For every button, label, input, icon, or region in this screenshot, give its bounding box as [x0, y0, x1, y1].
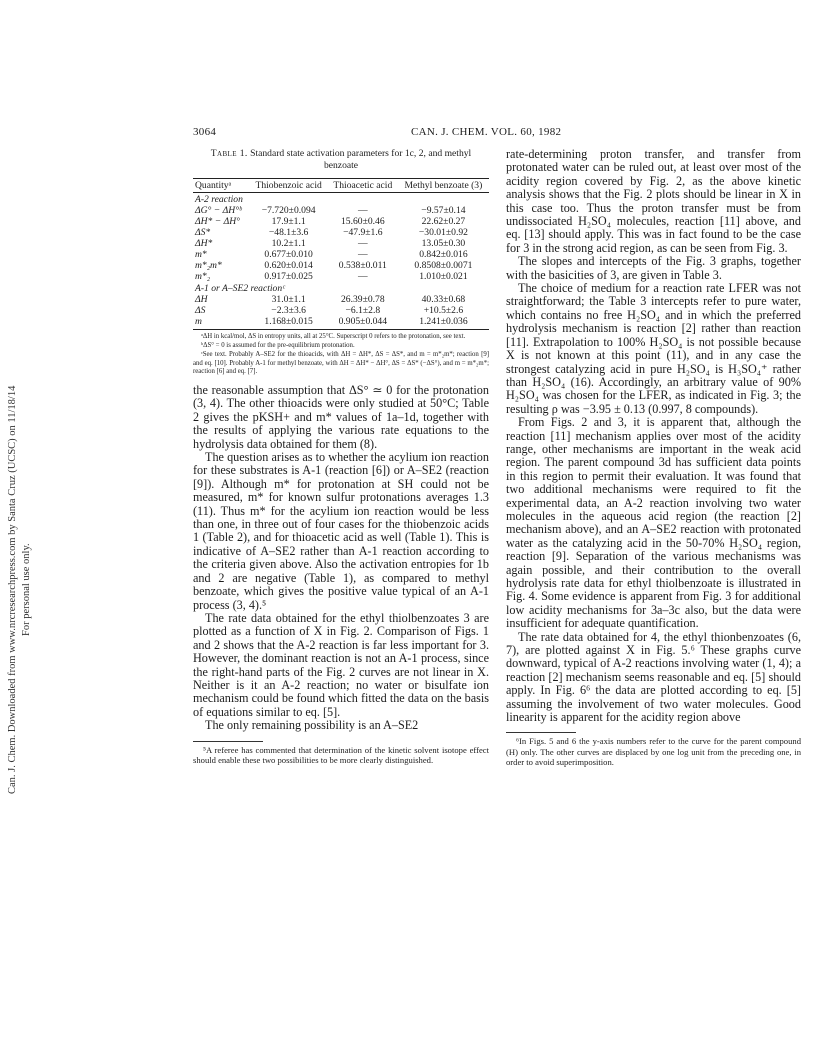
table-cell-quantity: m* [195, 249, 207, 260]
table-cell-value: — [358, 271, 368, 282]
table-row [193, 271, 489, 282]
table-cell-value: — [358, 238, 368, 249]
table-cell-value: 0.8508±0.0071 [414, 260, 473, 271]
table-cell-value: −9.57±0.14 [421, 205, 466, 216]
table-label: Table 1. [210, 148, 248, 159]
table-cell-value: 13.05±0.30 [421, 238, 466, 249]
download-note-line1: Can. J. Chem. Downloaded from www.nrcresearchpress.com by Santa Cruz (UCSC) on 11/18/14 [7, 385, 18, 795]
table-cell-value: −48.1±3.6 [268, 227, 309, 238]
table-row [193, 227, 489, 238]
table-cell-value: 1.168±0.015 [249, 316, 327, 330]
table-row [193, 316, 489, 330]
table-cell-value: — [358, 249, 368, 260]
table-cell-value: −47.9±1.6 [343, 227, 383, 238]
table-cell-quantity: m*₂m* [195, 260, 222, 271]
activation-parameters-table [193, 178, 489, 330]
table-row [193, 249, 489, 260]
table-row [193, 238, 489, 249]
table-row [193, 216, 489, 227]
paragraph: The question arises as to whether the acylium ion reaction for these substrates is A-1 (reaction [6]) or A–SE2 (reaction [9]). Although m* for protonation at SH could not be measured, m* for known sulfur protonations averages 1.3 (11). Thus m* for the acylium ion reaction would be less than one, in three out of four cases for the thiobenzoic acids 1 (Table 2), and for thioacetic acid as well (Table 1). This is indicative of A–SE2 rather than A-1 reaction according to the criteria given above. Also the activation entropies for 1b and 2 are negative (Table 1), as compared to methyl benzoate, which gives the positive value typical of an A-1 process (3, 4).⁵ [193, 450, 489, 612]
table-cell-value: 17.9±1.1 [271, 216, 306, 227]
right-column [506, 148, 801, 768]
table-cell-value: 0.842±0.016 [419, 249, 468, 260]
left-column [193, 148, 489, 765]
table-cell-quantity: m*₂ [195, 271, 211, 282]
table-caption [193, 148, 489, 172]
table-cell-value: 40.33±0.68 [421, 294, 466, 305]
table-row [193, 205, 489, 216]
footnote-5 [193, 745, 489, 766]
footnote-6 [506, 736, 801, 767]
paragraph: The rate data obtained for the ethyl thiolbenzoates 3 are plotted as a function of X in Fig. 2. Comparison of Figs. 1 and 2 shows that the A-2 reaction is far less important for 3. However, the dominant reaction is not an A-1 process, since the right-hand parts of the Fig. 2 curves are not linear in X. Neither is it an A-2 reaction; no water or bisulfate ion mechanism could be found which fitted the data on the basis of equations similar to eq. [5]. [193, 610, 489, 719]
download-watermark [6, 240, 36, 940]
footnote-rule [506, 732, 576, 733]
table-section-row [193, 193, 489, 206]
table-cell-value: −6.1±2.8 [345, 305, 381, 316]
table-cell-value: 22.62±0.27 [421, 216, 466, 227]
table-note-b: ᵇΔS° = 0 is assumed for the pre-equilibrium protonation. [201, 342, 355, 350]
table-cell-value: — [358, 205, 368, 216]
table-cell-value: 26.39±0.78 [341, 294, 385, 305]
table-note-c: ᶜSee text. Probably A–SE2 for the thioacids, with ΔH = ΔH*, ΔS = ΔS*, and m = m*₂m*; reaction [9] and eq. [10]. Probably A-1 for methyl benzoate, with ΔH = ΔH* − ΔH°, ΔS = ΔS* (−ΔS°), and m = m*₂m*; reaction [6] and eq. [7]. [193, 351, 489, 375]
page-number: 3064 [193, 126, 217, 138]
table-cell-value: 0.677±0.010 [264, 249, 313, 260]
table-cell-quantity: ΔG° − ΔH°ᵇ [195, 205, 242, 216]
table-header-methyl-benzoate: Methyl benzoate (3) [398, 179, 489, 193]
table-cell-value: 0.620±0.014 [264, 260, 313, 271]
table-row [193, 305, 489, 316]
paragraph: The rate data obtained for 4, the ethyl thionbenzoates (6, 7), are plotted against X in Fig. 5.⁶ These graphs curve downward, typical of A-2 reactions involving water (1, 4); a reaction [2] mechanism seems reasonable and eq. [5] should apply. In Fig. 6⁶ the data are plotted according to eq. [5] assuming the involvement of two water molecules. Good linearity is apparent for the acidity region above [506, 629, 801, 725]
table-cell-value: 0.917±0.025 [264, 271, 313, 282]
table-cell-value: 15.60±0.46 [341, 216, 385, 227]
table-cell-quantity: ΔS [195, 305, 206, 316]
table-section-label: A-1 or A–SE2 reactionᶜ [195, 283, 285, 294]
table-cell-value: 10.2±1.1 [271, 238, 306, 249]
table-header-thiobenzoic: Thiobenzoic acid [249, 179, 327, 193]
table-cell-quantity: ΔS* [195, 227, 211, 238]
table-cell-value: +10.5±2.6 [423, 305, 464, 316]
table-cell-value: 0.538±0.011 [338, 260, 387, 271]
table-cell-quantity: ΔH* − ΔH° [195, 216, 241, 227]
paragraph: From Figs. 2 and 3, it is apparent that, although the reaction [11] mechanism applies over most of the acidity range, other mechanisms are important in the weak acid region. The parent compound 3d has sufficient data points in this region to permit their evaluation. It was found that two additional mechanisms were required to fit the experimental data, an A-2 reaction involving two water molecules in the aqueous acid region (the reaction [2] mechanism above), and an A–SE2 reaction with protonated water as the catalyzing acid in the 50-70% H₂SO₄ region, reaction [9]. Separation of the various mechanisms was again possible, and their contribution to the overall hydrolysis rate data for ethyl thiolbenzoate is illustrated in Fig. 4. Some evidence is apparent from Fig. 3 for additional low acidity mechanisms for 3a–3c also, but the data were insufficient for adequate quantification. [506, 415, 801, 631]
table-header-quantity: Quantityᵃ [193, 179, 249, 193]
paragraph: The choice of medium for a reaction rate LFER was not straightforward; the Table 3 intercepts refer to pure water, which contains no free H₂SO₄ and in which the preferred hydrolysis mechanism is reaction [2] rather than reaction [11]. Extrapolation to 100% H₂SO₄ is not possible because X is not known at this point (11), and in any case the strongest catalyzing acid in pure H₂SO₄ is H₃SO₄⁺ rather than H₂SO₄ (16). Accordingly, an arbitrary value of 90% H₂SO₄ was chosen for the LFER, as indicated in Fig. 3; the resulting ρ was −3.95 ± 0.13 (0.997, 8 compounds). [506, 281, 801, 416]
table-cell-value: −30.01±0.92 [418, 227, 468, 238]
paragraph: the reasonable assumption that ΔS° ≃ 0 for the protonation (3, 4). The other thioacids were only studied at 50°C; Table 2 gives the pKSH+ and m* values of 1a–1d, together with the results of applying the various rate equations to the hydrolysis data obtained for them (8). [193, 383, 489, 451]
table-cell-value: 31.0±1.1 [271, 294, 306, 305]
left-body-text [193, 384, 489, 733]
paragraph: The only remaining possibility is an A–SE2 [205, 718, 419, 733]
footnote-text: ⁶In Figs. 5 and 6 the y-axis numbers refer to the curve for the parent compound (H) only. The other curves are displaced by one log unit from the preceding one, in order to avoid superimposition. [506, 736, 801, 768]
journal-running-head: CAN. J. CHEM. VOL. 60, 1982 [411, 126, 562, 138]
table-notes [193, 333, 489, 376]
table-note-a: ᵃΔH in kcal/mol, ΔS in entropy units, all at 25°C. Superscript 0 refers to the protonation, see text. [201, 333, 466, 340]
table-section-label: A-2 reaction [195, 194, 243, 205]
table-caption-text: Standard state activation parameters for 1c, 2, and methyl benzoate [250, 148, 472, 171]
paragraph: rate-determining proton transfer, and transfer from protonated water can be ruled out, at least over most of the acidity region covered by Fig. 2, as the above kinetic analysis shows that the Fig. 2 plots should be linear in X in this case too. Thus the proton transfer must be from undissociated H₂SO₄ molecules, reaction [11] above, and eq. [13] should apply. This was in fact found to be the case for 3 in the strong acid region, as can be seen from Fig. 3. [506, 147, 801, 255]
table-cell-value: 0.905±0.044 [328, 316, 398, 330]
table-row [193, 260, 489, 271]
table-cell-value: −7.720±0.094 [261, 205, 316, 216]
table-cell-quantity: ΔH* [195, 238, 213, 249]
table-cell-quantity: m [193, 316, 249, 330]
right-body-text [506, 148, 801, 724]
footnote-text: ⁵A referee has commented that determination of the kinetic solvent isotope effect should enable these two possibilities to be more clearly distinguished. [193, 744, 489, 765]
footnote-rule [193, 741, 263, 742]
download-note-line2: For personal use only. [21, 543, 32, 637]
table-header-thioacetic: Thioacetic acid [328, 179, 398, 193]
table-row [193, 294, 489, 305]
table-section-row [193, 282, 489, 294]
table-cell-value: −2.3±3.6 [271, 305, 306, 316]
table-cell-quantity: ΔH [195, 294, 208, 305]
table-cell-value: 1.010±0.021 [419, 271, 468, 282]
paragraph: The slopes and intercepts of the Fig. 3 graphs, together with the basicities of 3, are given in Table 3. [506, 254, 801, 282]
table-cell-value: 1.241±0.036 [398, 316, 489, 330]
